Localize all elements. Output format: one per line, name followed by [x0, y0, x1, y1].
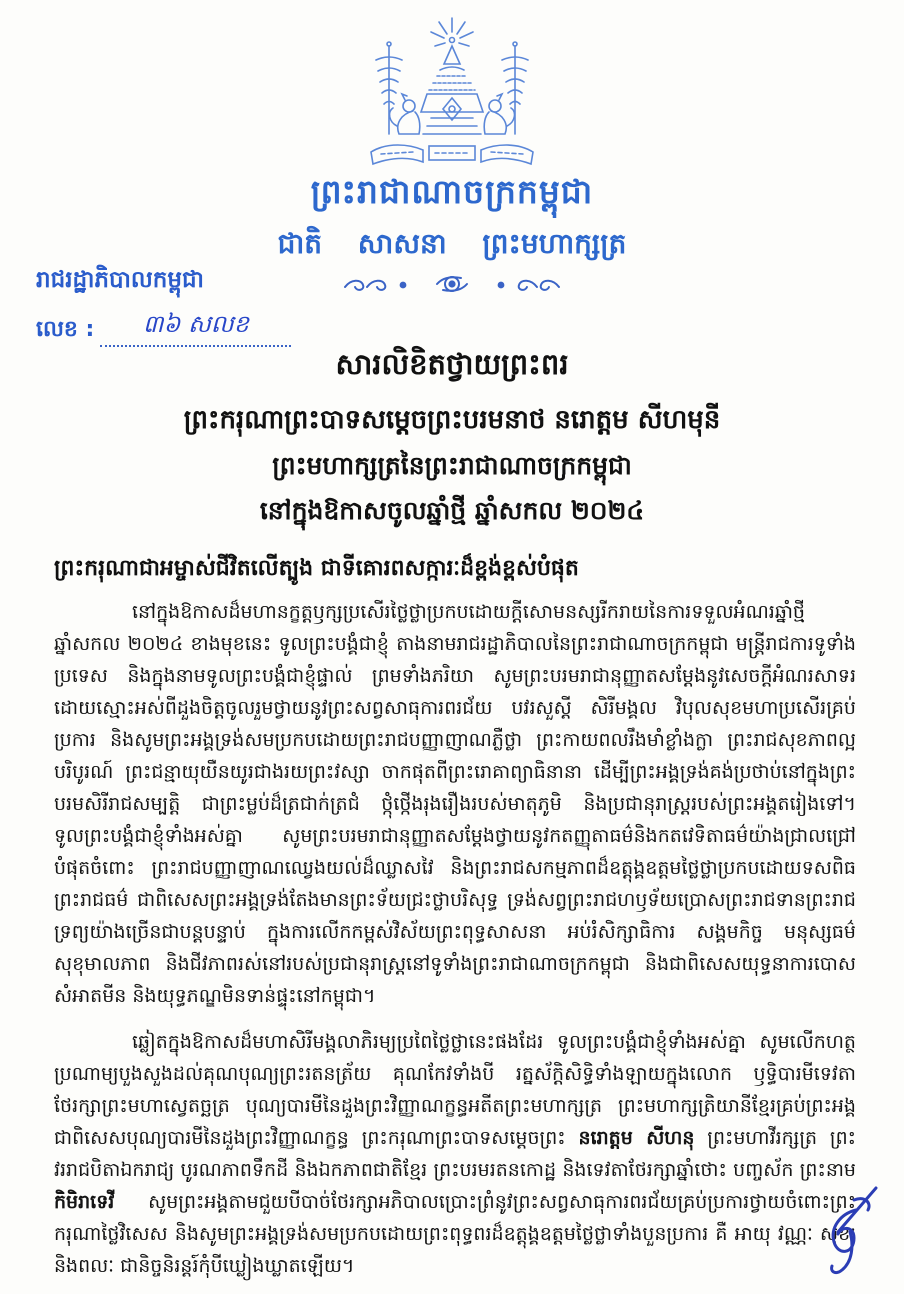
reference-number-value: ៣៦ សលខ: [100, 309, 291, 347]
royal-arms-emblem: [347, 14, 557, 170]
salutation: ព្រះករុណាជាអម្ចាស់ជីវិតលើត្បូង ជាទីគោរពសក្ការៈដ៏ខ្ពង់ខ្ពស់បំផុត: [54, 556, 579, 581]
handwritten-initial-icon: [810, 1180, 890, 1280]
paragraph-2-text: ព្រះមហាវីរក្សត្រ ព្រះវររាជបិតាឯករាជ្យ បូរណភាពទឹកដី និងឯកភាពជាតិខ្មែរ ព្រះបរមរតនកោដ្ឋ និងទេវតាថែរក្សាឆ្នាំថោះ បញ្ចស័ក ព្រះនាម: [54, 1127, 856, 1181]
royal-umbrella-left-icon: [376, 42, 402, 134]
reference-number-label: លេខ :: [36, 317, 95, 342]
king-father-name: នរោត្តម សីហនុ: [578, 1127, 695, 1149]
ornamental-divider-icon: [337, 271, 567, 301]
letter-body: [54, 596, 856, 1282]
royal-letter-page: [0, 14, 904, 1294]
letter-title: សារលិខិតថ្វាយព្រះពរ: [335, 347, 569, 381]
royal-arms-of-cambodia-icon: [347, 14, 557, 166]
national-motto: ជាតិ សាសនា ព្រះមហាក្សត្រ: [277, 227, 627, 260]
royal-umbrella-right-icon: [502, 42, 528, 134]
paragraph-1-text: នៅក្នុងឱកាសដ៏មហានក្ខត្តឫក្សប្រសើរថ្លៃថ្លាប្រកបដោយក្តីសោមនស្សរីករាយនៃការទទួលអំណរឆ្នាំថ្មី ឆ្នាំសកល ២០២៤ ខាងមុខនេះ ទូលព្រះបង្គំជាខ្ញុំ តាងនាមរាជរដ្ឋាភិបាលនៃព្រះរាជាណាចក្រកម្ពុជា មន្ត្រីរាជការទូទាំងប្រទេស និងក្នុងនាមទូលព្រះបង្គំជាខ្ញុំផ្ទាល់ ព្រមទាំងភរិយា សូមព្រះបរមរាជានុញ្ញាតសម្តែងនូវសេចក្តីអំណរសាទរដោយស្មោះអស់ពីដួងចិត្តចូលរួមថ្វាយនូវព្រះសព្វសាធុការពរជ័យ បវរសួស្តី សិរីមង្គល វិបុលសុខមហាប្រសើរគ្រប់ប្រការ និងសូមព្រះអង្គទ្រង់សមប្រកបដោយព្រះរាជបញ្ញាញាណភ្លឺថ្លា ព្រះកាយពលរឹងមាំខ្លាំងក្លា ព្រះរាជសុខភាពល្អបរិបូរណ៍ ព្រះជន្មាយុយឺនយូរជាងរយព្រះវស្សា ចាកផុតពីព្រះរោគាព្យាធិនានា ដើម្បីព្រះអង្គទ្រង់គង់ប្រថាប់នៅក្នុងព្រះបរមសិរីរាជសម្បត្តិ ជាព្រះម្លប់ដ៏ត្រជាក់ត្រជំ ថ្កុំថ្កើងរុងរឿងរបស់មាតុភូមិ និងប្រជានុរាស្ត្ររបស់ព្រះអង្គតរៀងទៅ។ ទូលព្រះបង្គំជាខ្ញុំទាំងអស់គ្នា សូមព្រះបរមរាជានុញ្ញាតសម្តែងថ្វាយនូវកតញ្ញុតាធម៌និងកតវេទិតាធម៌យ៉ាងជ្រាលជ្រៅបំផុតចំពោះ ព្រះរាជបញ្ញាញាណឈ្វេងយល់ដ៏ឈ្លាសវៃ និងព្រះរាជសកម្មភាពដ៏ឧត្តុង្គឧត្តមថ្លៃថ្លាប្រកបដោយទសពិធព្រះរាជធម៌ ជាពិសេសព្រះអង្គទ្រង់តែងមានព្រះទ័យជ្រះថ្លាបរិសុទ្ធ ទ្រង់សព្វព្រះរាជហឫទ័យប្រោសព្រះរាជទានព្រះរាជទ្រព្យយ៉ាងច្រើនជាបន្តបន្ទាប់ ក្នុងការលើកកម្ពស់វិស័យព្រះពុទ្ធសាសនា អប់រំសិក្សាធិការ សង្គមកិច្ច មនុស្សធម៌ សុខុមាលភាព និងជីវភាពរស់នៅរបស់ប្រជានុរាស្ត្រនៅទូទាំងព្រះរាជាណាចក្រកម្ពុជា និងជាពិសេសយុទ្ធនាការបោសសំអាតមីន និងយុទ្ធភណ្ឌមិនទាន់ផ្ទុះនៅកម្ពុជា។: [54, 601, 856, 1007]
lion-supporter-left-icon: [390, 94, 420, 134]
paragraph-1: [54, 596, 856, 1012]
occasion-line: នៅក្នុងឱកាសចូលឆ្នាំថ្មី ឆ្នាំសកល ២០២៤: [259, 496, 645, 525]
ray-of-light-icon: [431, 18, 473, 46]
paragraph-2: [54, 1026, 856, 1282]
addressee-king-role: ព្រះមហាក្សត្រនៃព្រះរាជាណាចក្រកម្ពុជា: [272, 451, 632, 480]
royal-crown-icon: [421, 46, 483, 120]
addressee-king-name: ព្រះករុណាព្រះបាទសម្តេចព្រះបរមនាថ នរោត្តម សីហមុនី: [183, 405, 721, 435]
lion-supporter-right-icon: [484, 94, 514, 134]
year-angel-name: កិមិរាទេវី: [54, 1191, 115, 1213]
issuer-name: រាជរដ្ឋាភិបាលកម្ពុជា: [36, 267, 204, 293]
signature-mark: [810, 1180, 890, 1284]
letter-title-block: [0, 347, 904, 532]
reference-number-line: [36, 309, 291, 347]
ribbon-banner-icon: [371, 145, 533, 164]
kingdom-title: ព្រះរាជាណាចក្រកម្ពុជា: [310, 172, 594, 211]
reference-block: [36, 266, 291, 347]
paragraph-2-text: សូមព្រះអង្គតាមជួយបីបាច់ថែរក្សាអភិបាលប្រោះព្រំនូវព្រះសព្វសាធុការពរជ័យគ្រប់ប្រការថ្វាយចំពោះព្រះករុណាថ្លៃវិសេស និងសូមព្រះអង្គទ្រង់សមប្រកបដោយព្រះពុទ្ធពរដ៏ឧត្តុង្គឧត្តមថ្លៃថ្លាទាំងបួនប្រការ គឺ អាយុ វណ្ណៈ សុខៈ និងពលៈ ជានិច្ចនិរន្តរ៍កុំបីឃ្លៀងឃ្លាតឡើយ។: [54, 1191, 856, 1277]
paragraph-2-text: ឆ្លៀតក្នុងឱកាសដ៏មហាសិរីមង្គលាភិរម្យប្រពៃថ្លៃថ្លានេះផងដែរ ទូលព្រះបង្គំជាខ្ញុំទាំងអស់គ្នា សូមលើកហត្ថប្រណាម្យបួងសួងដល់គុណបុណ្យព្រះរតនត្រ័យ គុណកែវទាំងបី រត្នស័ក្តិសិទ្ធិទាំងឡាយក្នុងលោក ឫទ្ធិបារមីទេវតាថែរក្សាព្រះមហាស្វេតច្ឆត្រ បុណ្យបារមីនៃដួងព្រះវិញ្ញាណក្ខន្ធអតីតព្រះមហាក្សត្រ ព្រះមហាក្សត្រិយានីខ្មែរគ្រប់ព្រះអង្គ ជាពិសេសបុណ្យបារមីនៃដួងព្រះវិញ្ញាណក្ខន្ធ ព្រះករុណាព្រះបាទសម្តេចព្រះ: [54, 1031, 856, 1149]
